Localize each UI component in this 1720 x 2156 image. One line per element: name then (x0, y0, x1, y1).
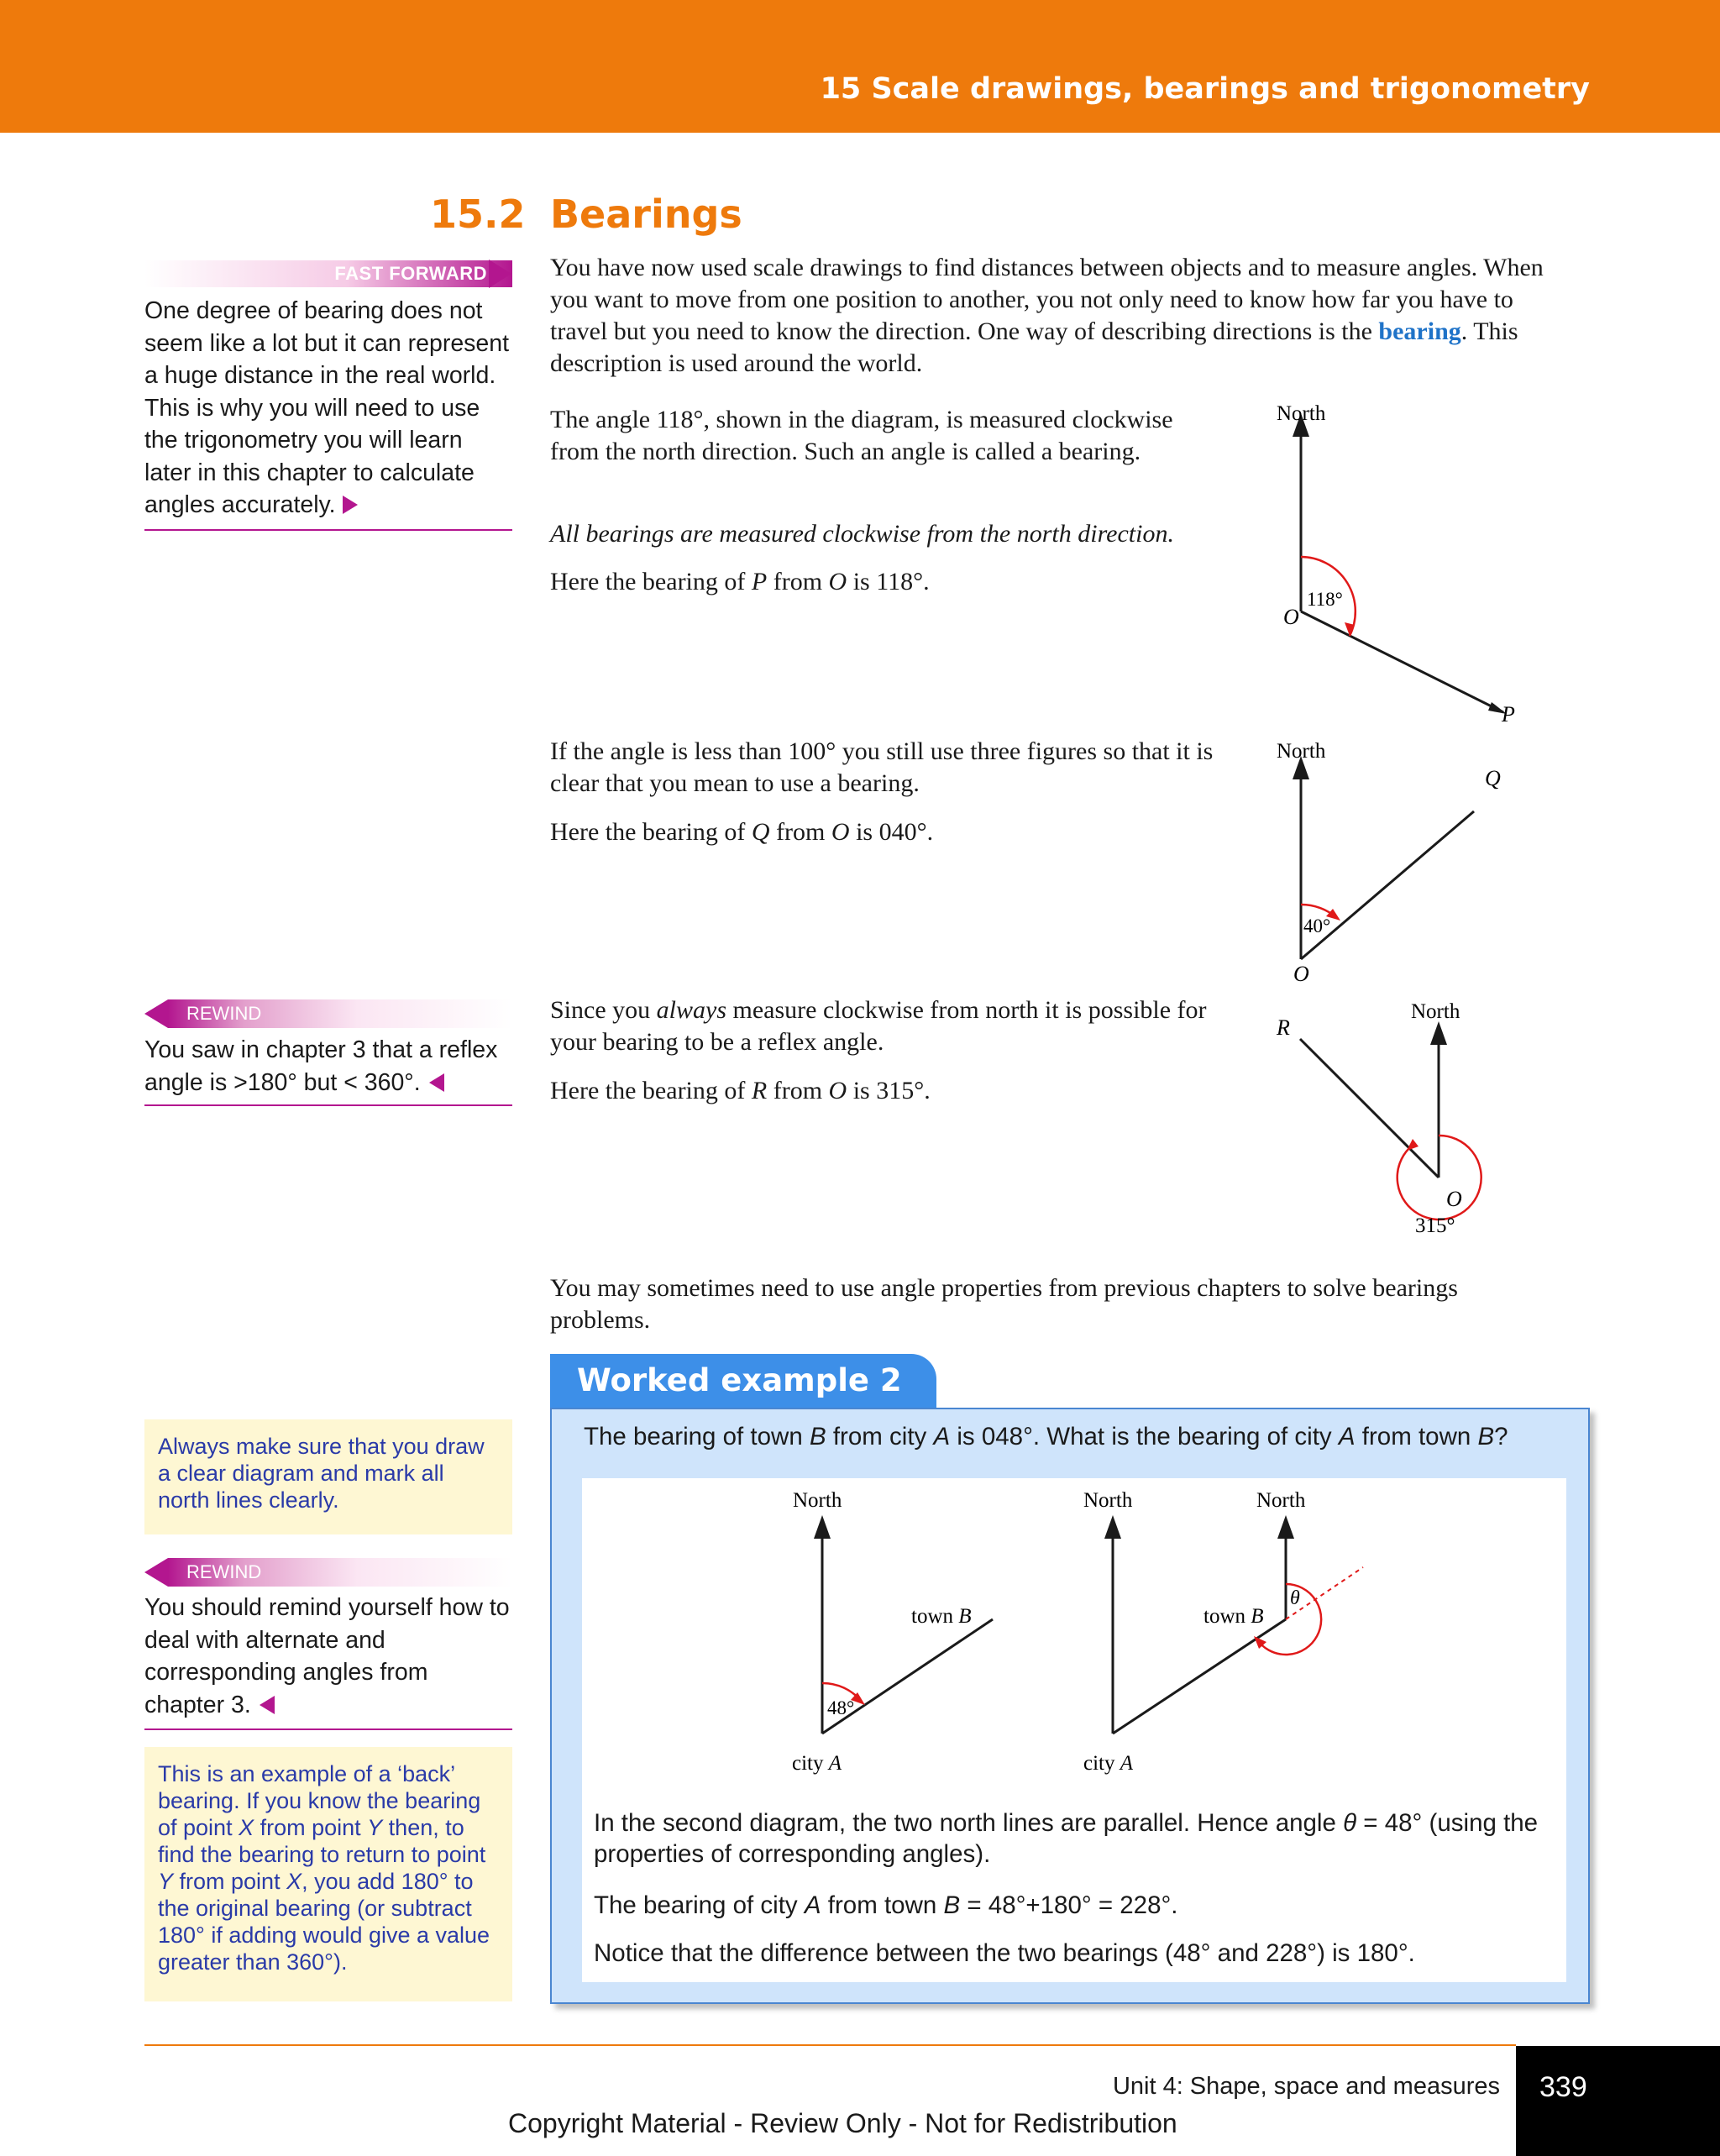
rewind-arrow-icon (144, 1558, 168, 1587)
para-three-figures: If the angle is less than 100° you still use three figures so that it is clear that you mean to use a bearing. (550, 737, 1214, 797)
rewind-label: REWIND (186, 1003, 262, 1024)
city-label: city A (1083, 1752, 1134, 1775)
north-label: North (1256, 1489, 1306, 1512)
north-arrowhead-icon (1430, 1021, 1447, 1045)
rewind-marker-icon (260, 1696, 275, 1714)
rewind-tab (168, 1558, 512, 1587)
tip-box-back-bearing: This is an example of a ‘back’ bearing. If you know the bearing of point X from point Y then, to find the bearing to return to point Y from point X, you add 180° to the original bearing (or subtract 180° if adding would give a value greater than 360°). (144, 1747, 512, 2001)
north-label: North (793, 1489, 842, 1512)
north-label: North (1411, 1000, 1460, 1023)
angle-label: 48° (827, 1697, 855, 1718)
fast-forward-arrow-icon (489, 260, 511, 288)
angle-label: 315° (1415, 1214, 1455, 1237)
worked-example-solution (582, 1478, 1566, 1982)
town-label: town B (911, 1605, 972, 1628)
fast-forward-tab (144, 260, 512, 287)
key-term-bearing[interactable]: bearing (1378, 317, 1461, 345)
diagram-bearing-315 (1260, 991, 1537, 1243)
page-number-box (1516, 2046, 1720, 2156)
chapter-title: 15 Scale drawings, bearings and trigonometry (820, 72, 1590, 106)
para-angle-properties: You may sometimes need to use angle properties from previous chapters to solve bearings problems. (550, 1274, 1458, 1334)
north-arrowhead-icon (1104, 1515, 1121, 1539)
footer-unit: Unit 4: Shape, space and measures (1112, 2073, 1500, 2100)
rewind-rule (144, 1104, 512, 1106)
rewind-text: You should remind yourself how to deal with alternate and corresponding angles from chapter 3. (144, 1594, 510, 1718)
solution-step-2: The bearing of city A from town B = 48°+180° = 228°. (594, 1891, 1178, 1919)
fast-forward-rule (144, 529, 512, 531)
rewind-tab (168, 999, 512, 1028)
worked-example-diagrams (582, 1478, 1566, 1789)
worked-example-title: Worked example 2 (577, 1362, 902, 1398)
copyright-notice: Copyright Material - Review Only - Not for Redistribution (508, 2108, 1177, 2138)
solution-step-1: In the second diagram, the two north lines are parallel. Hence angle θ = 48° (using the properties of corresponding angles). (594, 1809, 1539, 1868)
para-angle-118: The angle 118°, shown in the diagram, is measured clockwise from the north direction. Such an angle is called a bearing. (550, 406, 1173, 465)
angle-label: 40° (1303, 915, 1331, 936)
rewind-arrow-icon (144, 999, 168, 1028)
tip-box-diagram: Always make sure that you draw a clear diagram and mark all north lines clearly. (144, 1419, 512, 1534)
forward-marker-icon (343, 496, 358, 514)
city-label: city A (792, 1752, 842, 1775)
north-arrowhead-icon (814, 1515, 831, 1539)
point-o-label: O (1283, 605, 1299, 629)
intro-paragraph: You have now used scale drawings to find distances between objects and to measure angles. When you want to move from one position to another, you not only need to know how far you have to travel but you need to know the direction. One way of describing directions is the bearing. This description is used around the world. (550, 254, 1544, 377)
rewind-label: REWIND (186, 1561, 262, 1582)
north-arrowhead-icon (1277, 1515, 1294, 1539)
angle-arrow-icon (1407, 1139, 1418, 1151)
para-reflex: Since you always measure clockwise from north it is possible for your bearing to be a reflex angle. (550, 996, 1207, 1056)
point-q-label: Q (1485, 766, 1501, 790)
point-o-label: O (1446, 1187, 1462, 1211)
fast-forward-text: One degree of bearing does not seem like a lot but it can represent a huge distance in the real world. This is why you will need to use the trigonometry you will learn later in this chapter to calculate angles accurately. (144, 297, 510, 518)
town-label: town B (1203, 1605, 1264, 1628)
theta-label: θ (1290, 1587, 1300, 1609)
page-number: 339 (1539, 2071, 1587, 2103)
point-r-label: R (1277, 1015, 1290, 1040)
rewind-text: You saw in chapter 3 that a reflex angle is >180° but < 360°. (144, 1036, 498, 1096)
north-label: North (1277, 402, 1326, 425)
diagram-bearing-040 (1251, 731, 1529, 991)
bearing-rule: All bearings are measured clockwise from the north direction. (550, 520, 1174, 548)
example-bearing-p: Here the bearing of P from O is 118°. (550, 568, 930, 595)
north-label: North (1083, 1489, 1133, 1512)
example-bearing-r: Here the bearing of R from O is 315°. (550, 1077, 931, 1104)
point-o-label: O (1293, 962, 1309, 986)
diagram-bearing-118 (1251, 395, 1529, 739)
fast-forward-label: FAST FORWARD (334, 263, 487, 284)
header-band (0, 0, 1720, 133)
section-number: 15.2 (430, 191, 526, 237)
solution-step-3: Notice that the difference between the two bearings (48° and 228°) is 180°. (594, 1939, 1415, 1967)
worked-example-question: The bearing of town B from city A is 048°. What is the bearing of city A from town B? (584, 1423, 1508, 1450)
north-label: North (1277, 740, 1326, 763)
worked-example-tab (550, 1354, 936, 1408)
rewind-rule (144, 1728, 512, 1730)
point-p-label: P (1502, 702, 1515, 727)
example-bearing-q: Here the bearing of Q from O is 040°. (550, 818, 934, 846)
section-title: Bearings (550, 191, 742, 237)
angle-label: 118° (1307, 589, 1343, 610)
worked-example-box (550, 1408, 1590, 2004)
rewind-marker-icon (429, 1073, 444, 1092)
footer-rule (144, 2044, 1516, 2046)
